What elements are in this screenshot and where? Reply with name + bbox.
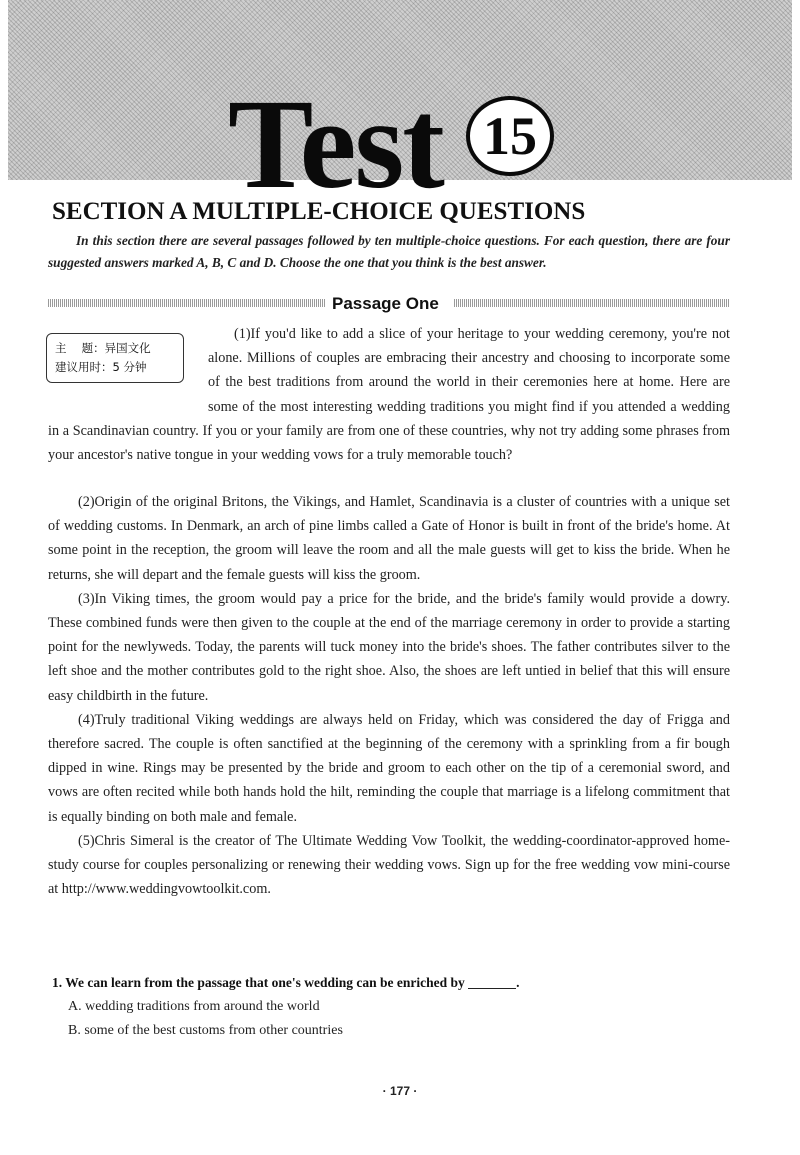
section-instructions: In this section there are several passages followed by ten multiple-choice questions. For each question, there are four suggested answers marked A, B, C and D. Choose the one that you think is the best answer. [48, 233, 730, 270]
divider-right [454, 299, 730, 307]
section-title: SECTION A MULTIPLE-CHOICE QUESTIONS [52, 198, 586, 225]
time-tag-line: 建议用时：5 分钟 [55, 360, 147, 374]
paragraph-5: (5)Chris Simeral is the creator of The Ultimate Wedding Vow Toolkit, the wedding-coordinator-approved home-study course for couples personalizing or renewing their wedding vows. Sign up for the free wedding vow mini-course at http://www.weddingvowtoolkit.com. [48, 832, 730, 898]
test-word: Test [228, 73, 443, 215]
topic-tag-box [46, 333, 184, 383]
passage-title: Passage One [332, 294, 439, 313]
passage-paragraphs [48, 490, 730, 901]
paragraph-2: (2)Origin of the original Britons, the Vikings, and Hamlet, Scandinavia is a cluster of countries with a unique set of wedding customs. In Denmark, an arch of pine limbs called a Gate of Honor is built in front of the bride's home. At some point in the reception, the groom will leave the room and all the male guests will get to kiss the bride. When he returns, she will depart and the female guests will kiss the groom. [48, 494, 730, 583]
option-b: B. some of the best customs from other countries [68, 1023, 343, 1038]
page-number: · 177 · [382, 1084, 418, 1098]
topic-tag-line: 主 题：异国文化 [55, 341, 151, 355]
divider-left [48, 299, 326, 307]
question-1 [52, 975, 520, 991]
answer-blank [468, 987, 516, 989]
test-number-badge: 15 [466, 96, 554, 176]
paragraph-4: (4)Truly traditional Viking weddings are always held on Friday, which was considered the day of Frigga and therefore sacred. The couple is often sanctified at the beginning of the ceremony with a sprinkling from a fir bough dipped in wine. Rings may be presented by the bride and groom to each other on the tip of a ceremonial sword, and vows are often recited while both hands hold the hilt, reminding the couple that marriage is a lifelong commitment that is equally binding on both male and female. [48, 711, 730, 825]
test-title [228, 73, 443, 215]
option-a: A. wedding traditions from around the world [68, 999, 320, 1014]
paragraph-3: (3)In Viking times, the groom would pay a price for the bride, and the bride's family would provide a dowry. These combined funds were then given to the couple at the end of the marriage ceremony in order to provide a starting point for the newlyweds. Today, the parents will tuck money into the bride's shoes. The father contributes silver to the left shoe and the mother contributes gold to the right shoe. Also, the shoes are left untied in belief that this will ensure easy childbirth in the future. [48, 590, 730, 704]
question-1-end: . [516, 975, 520, 990]
question-1-stem: 1. We can learn from the passage that one's wedding can be enriched by [52, 975, 465, 990]
paragraph-1: (1)If you'd like to add a slice of your heritage to your wedding ceremony, you're not alone. Millions of couples are embracing their ancestry and choosing to incorporate some of the best traditions from around the world in their ceremonies here at home. Here are some of the most interesting wedding traditions you might find if you attended a wedding in a Scandinavian country. If you or your family are from one of these countries, why not try adding some phrases from your ancestor's native tongue in your wedding vows for a truly memorable touch? [48, 326, 730, 464]
